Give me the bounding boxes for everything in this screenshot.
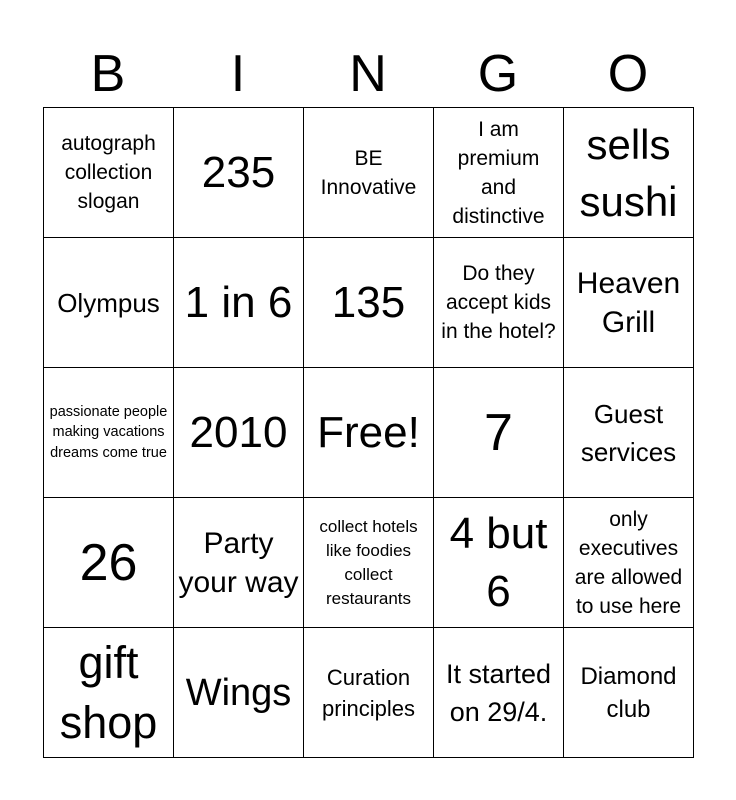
bingo-cell[interactable] [434, 108, 564, 238]
cell-text: Wings [185, 671, 292, 714]
bingo-cell[interactable] [44, 238, 174, 368]
header-letter-o: O [607, 45, 649, 103]
cell-text: Diamond club [580, 662, 677, 723]
bingo-cell[interactable] [434, 238, 564, 368]
bingo-cell[interactable] [174, 498, 304, 628]
cell-text: 1 in 6 [184, 277, 293, 327]
header-letter-b: B [90, 45, 126, 103]
cell-text: autograph collection slogan [61, 132, 156, 213]
bingo-cell[interactable] [174, 238, 304, 368]
cell-text: Heaven Grill [576, 266, 681, 339]
bingo-cell[interactable] [564, 498, 694, 628]
cell-text: 7 [484, 403, 513, 462]
cell-text: Curation principles [322, 664, 415, 721]
bingo-cell[interactable] [304, 498, 434, 628]
bingo-cell[interactable] [564, 368, 694, 498]
cell-text: 235 [201, 147, 276, 197]
bingo-cell[interactable] [304, 238, 434, 368]
cell-text: BE Innovative [320, 146, 417, 199]
cell-text: 2010 [189, 407, 288, 457]
cell-text: 26 [79, 533, 138, 592]
bingo-cell[interactable] [44, 498, 174, 628]
free-space-text: Free! [317, 407, 420, 457]
bingo-cell[interactable] [434, 498, 564, 628]
cell-text: sells sushi [579, 120, 678, 225]
cell-text: passionate people making vacations dreams come true [49, 403, 168, 461]
free-space-cell[interactable] [304, 368, 434, 498]
bingo-cell[interactable] [44, 628, 174, 758]
bingo-cell[interactable] [434, 368, 564, 498]
bingo-cell[interactable] [44, 108, 174, 238]
cell-text: It started on 29/4. [445, 658, 552, 727]
bingo-cell[interactable] [174, 108, 304, 238]
bingo-cell[interactable] [304, 108, 434, 238]
bingo-cell[interactable] [174, 368, 304, 498]
bingo-cell[interactable] [44, 368, 174, 498]
cell-text: I am premium and distinctive [452, 117, 545, 228]
bingo-cell[interactable] [564, 108, 694, 238]
cell-text: 4 but 6 [449, 508, 548, 616]
header-letter-n: N [349, 45, 387, 103]
bingo-cell[interactable] [434, 628, 564, 758]
cell-text: gift shop [59, 636, 158, 748]
bingo-header [43, 40, 693, 108]
bingo-cell[interactable] [564, 238, 694, 368]
bingo-cell[interactable] [564, 628, 694, 758]
cell-text: Olympus [57, 287, 160, 318]
cell-text: Party your way [178, 526, 299, 599]
cell-text: 135 [331, 277, 406, 327]
cell-text: Guest services [580, 398, 677, 467]
bingo-cell[interactable] [304, 628, 434, 758]
bingo-board [43, 107, 694, 758]
cell-text: only executives are allowed to use here [574, 507, 683, 618]
cell-text: Do they accept kids in the hotel? [441, 262, 556, 343]
bingo-cell[interactable] [174, 628, 304, 758]
header-letter-i: I [230, 45, 246, 103]
cell-text: collect hotels like foodies collect restaurants [319, 516, 418, 608]
header-letter-g: G [477, 45, 519, 103]
